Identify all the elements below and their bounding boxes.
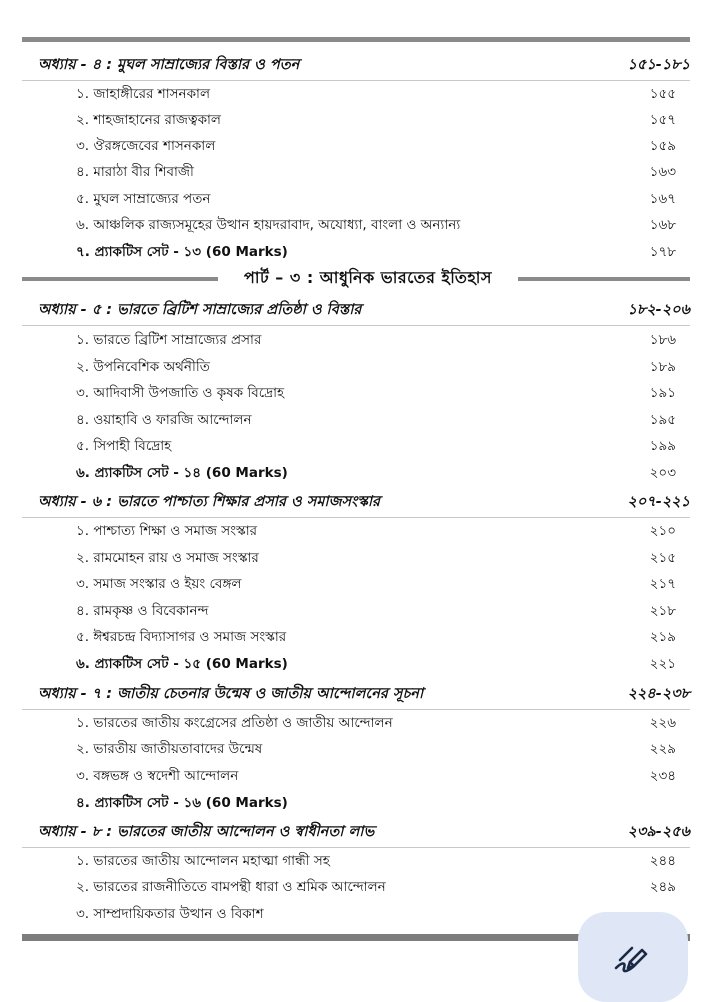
edit-pen-icon	[612, 940, 652, 980]
topic-page: ১৮৬	[649, 332, 676, 348]
banner-line-left	[22, 277, 218, 281]
topic-title: ২. শাহজাহানের রাজত্বকাল	[76, 112, 221, 128]
practice-page: ২২১	[649, 656, 676, 672]
topic-title: ৪. মারাঠা বীর শিবাজী	[76, 164, 194, 180]
chapter-title: অধ্যায় - ৬ : ভারতে পাশ্চাত্য শিক্ষার প্রসার ও সমাজসংস্কার	[38, 494, 381, 510]
list-item	[0, 354, 720, 380]
practice-title: ৭. প্র্যাকটিস সেট - ১৩ (60 Marks)	[76, 244, 288, 260]
list-item	[0, 710, 720, 736]
banner-line-right	[518, 277, 690, 281]
list-item	[0, 848, 720, 874]
list-item	[0, 159, 720, 185]
chapter-title: অধ্যায় - ৭ : জাতীয় চেতনার উন্মেষ ও জাতীয় আন্দোলনের সূচনা	[38, 686, 424, 702]
list-item	[0, 186, 720, 212]
chapter-page-range: ২০৭-২২১	[627, 494, 690, 510]
topic-title: ১. ভারতে ব্রিটিশ সাম্রাজ্যের প্রসার	[76, 332, 262, 348]
list-item	[0, 518, 720, 544]
list-item	[0, 81, 720, 107]
topic-title: ৩. আদিবাসী উপজাতি ও কৃষক বিদ্রোহ	[76, 385, 285, 401]
topic-page: ২১৭	[649, 576, 676, 592]
part-banner	[22, 266, 690, 290]
chapter-heading	[0, 297, 720, 323]
practice-title: ৬. প্র্যাকটিস সেট - ১৫ (60 Marks)	[76, 656, 288, 672]
practice-title: ৬. প্র্যাকটিস সেট - ১৪ (60 Marks)	[76, 465, 288, 481]
topic-page: ২২৯	[649, 741, 676, 757]
topic-page: ১৬৮	[649, 217, 676, 233]
chapter-title: অধ্যায় - ৮ : ভারতের জাতীয় আন্দোলন ও স্বাধীনতা লাভ	[38, 824, 375, 840]
list-item	[0, 133, 720, 159]
topic-page: ২৩৪	[649, 768, 676, 784]
topic-title: ২. ভারতের রাজনীতিতে বামপন্থী ধারা ও শ্রমিক আন্দোলন	[76, 879, 386, 895]
topic-page: ২১০	[649, 523, 676, 539]
topic-page: ১৫৯	[649, 138, 676, 154]
topic-title: ৫. মুঘল সাম্রাজ্যের পতন	[76, 191, 211, 207]
topic-page: ২৪৯	[649, 879, 676, 895]
practice-page: ১৭৮	[649, 244, 676, 260]
chapter-title: অধ্যায় - ৪ : মুঘল সাম্রাজ্যের বিস্তার ও পতন	[38, 57, 300, 73]
topic-page: ১৯৯	[649, 438, 676, 454]
chapter-underline	[22, 325, 690, 326]
list-item	[0, 212, 720, 238]
topic-title: ৬. আঞ্চলিক রাজ্যসমূহের উত্থান হায়দরাবাদ, অযোধ্যা, বাংলা ও অন্যান্য	[76, 217, 461, 233]
topic-page: ২২৬	[649, 715, 676, 731]
topic-page: ২৪৪	[649, 853, 676, 869]
topic-title: ৩. সমাজ সংস্কার ও ইয়ং বেঙ্গল	[76, 576, 242, 592]
topic-title: ১. ভারতের জাতীয় কংগ্রেসের প্রতিষ্ঠা ও জাতীয় আন্দোলন	[76, 715, 393, 731]
topic-page: ২১৯	[649, 629, 676, 645]
practice-set-item	[0, 651, 720, 677]
topic-page: ১৮৯	[649, 359, 676, 375]
topic-title: ৪. ওয়াহাবি ও ফারজি আন্দোলন	[76, 412, 252, 428]
topic-title: ২. রামমোহন রায় ও সমাজ সংস্কার	[76, 550, 259, 566]
chapter-heading	[0, 819, 720, 845]
topic-title: ১. পাশ্চাত্য শিক্ষা ও সমাজ সংস্কার	[76, 523, 258, 539]
topic-title: ২. উপনিবেশিক অর্থনীতি	[76, 359, 210, 375]
chapter-page-range: ২৩৯-২৫৬	[627, 824, 690, 840]
topic-title: ১. ভারতের জাতীয় আন্দোলন মহাত্মা গান্ধী সহ	[76, 853, 330, 869]
list-item	[0, 407, 720, 433]
list-item	[0, 107, 720, 133]
topic-page: ২১৫	[649, 550, 676, 566]
topic-page: ১৯১	[649, 385, 676, 401]
chapter-heading	[0, 489, 720, 515]
list-item	[0, 736, 720, 762]
topic-page: ১৫৫	[649, 86, 676, 102]
top-divider	[22, 37, 690, 42]
chapter-title: অধ্যায় - ৫ : ভারতে ব্রিটিশ সাম্রাজ্যের প্রতিষ্ঠা ও বিস্তার	[38, 302, 362, 318]
topic-title: ৩. ঔরঙ্গজেবের শাসনকাল	[76, 138, 216, 154]
chapter-page-range: ২২৪-২৩৮	[627, 686, 690, 702]
topic-title: ৪. রামকৃষ্ণ ও বিবেকানন্দ	[76, 603, 209, 619]
list-item	[0, 874, 720, 900]
list-item	[0, 571, 720, 597]
topic-page: ১৫৭	[649, 112, 676, 128]
list-item	[0, 433, 720, 459]
chapter-heading	[0, 52, 720, 78]
list-item	[0, 380, 720, 406]
chapter-page-range: ১৮২-২০৬	[627, 302, 690, 318]
topic-title: ২. ভারতীয় জাতীয়তাবাদের উন্মেষ	[76, 741, 263, 757]
list-item	[0, 598, 720, 624]
chapter-heading	[0, 681, 720, 707]
topic-page: ১৯৫	[649, 412, 676, 428]
topic-page: ১৬৭	[649, 191, 676, 207]
list-item	[0, 624, 720, 650]
topic-page: ১৬৩	[649, 164, 676, 180]
list-item	[0, 327, 720, 353]
chapter-page-range: ১৫১-১৮১	[627, 57, 690, 73]
list-item	[0, 545, 720, 571]
topic-title: ৫. সিপাহী বিদ্রোহ	[76, 438, 172, 454]
topic-title: ১. জাহাঙ্গীরের শাসনকাল	[76, 86, 211, 102]
topic-title: ৩. সাম্প্রদায়িকতার উত্থান ও বিকাশ	[76, 906, 264, 922]
list-item	[0, 763, 720, 789]
edit-button[interactable]	[578, 912, 688, 1002]
topic-title: ৫. ঈশ্বরচন্দ্র বিদ্যাসাগর ও সমাজ সংস্কার	[76, 629, 287, 645]
practice-set-item	[0, 239, 720, 265]
practice-set-item	[0, 790, 720, 816]
practice-set-item	[0, 460, 720, 486]
practice-page: ২০৩	[649, 465, 676, 481]
topic-title: ৩. বঙ্গভঙ্গ ও স্বদেশী আন্দোলন	[76, 768, 239, 784]
part-title: পার্ট – ৩ : আধুনিক ভারতের ইতিহাস	[243, 268, 492, 287]
topic-page: ২১৮	[649, 603, 676, 619]
practice-title: ৪. প্র্যাকটিস সেট - ১৬ (60 Marks)	[76, 795, 288, 811]
